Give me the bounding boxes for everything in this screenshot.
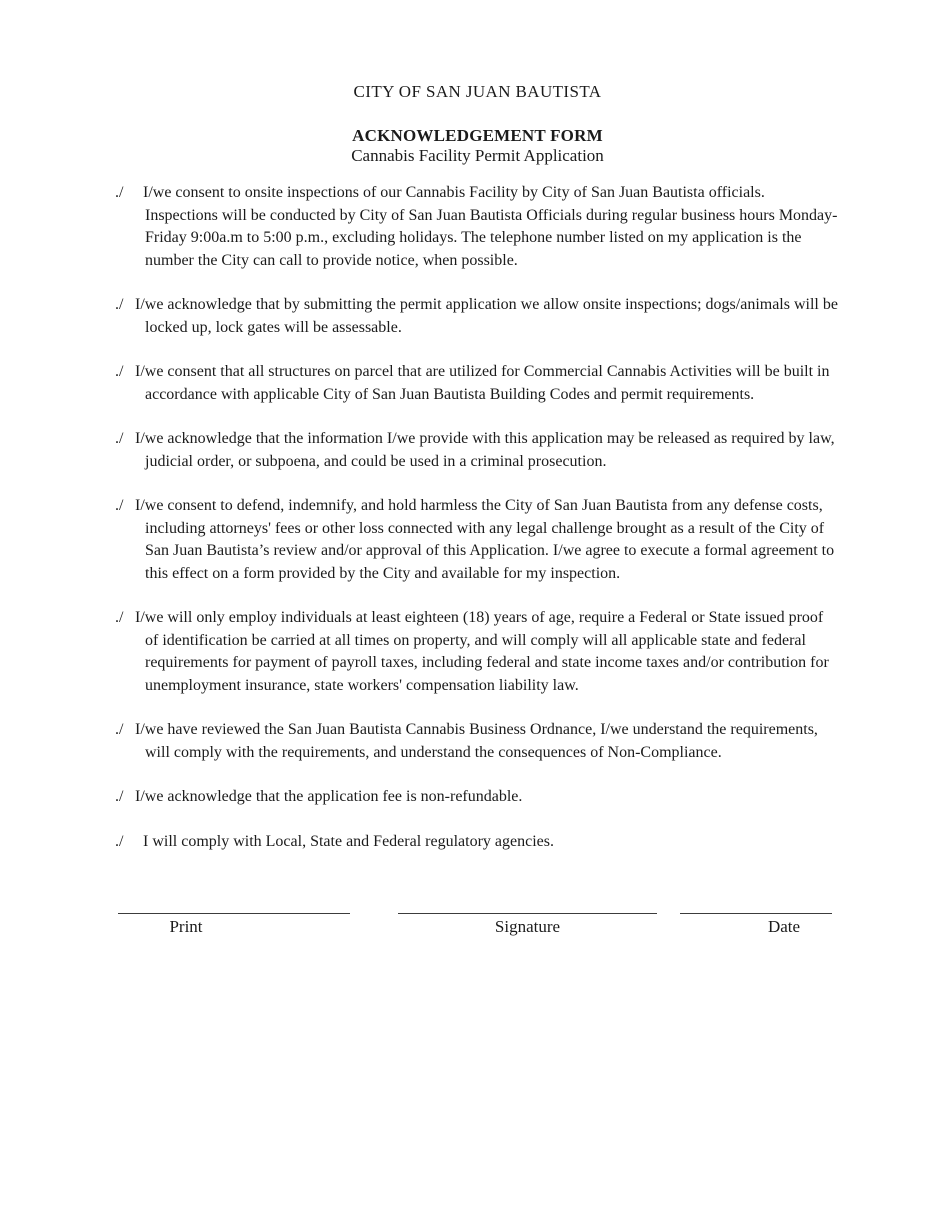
signature-line: [398, 913, 657, 937]
item-text: I/we acknowledge that the information I/we provide with this application may be released as required by law, judicial order, or subpoena, and could be used in a criminal prosecution.: [135, 430, 835, 470]
document-header: [115, 82, 840, 166]
item-text: I/we have reviewed the San Juan Bautista Cannabis Business Ordnance, I/we understand the requirements, will comply with the requirements, and understand the consequences of Non-Compliance.: [135, 721, 818, 761]
acknowledgement-item: [115, 428, 840, 473]
item-text: I will comply with Local, State and Federal regulatory agencies.: [143, 832, 554, 850]
acknowledgement-item: [115, 719, 840, 764]
acknowledgement-item: [115, 495, 840, 585]
acknowledgement-item: [115, 361, 840, 406]
date-line: [680, 913, 832, 937]
signature-section: [115, 913, 840, 937]
item-text: I/we acknowledge that by submitting the permit application we allow onsite inspections; dogs/animals will be locked up, lock gates will be assessable.: [135, 296, 838, 336]
form-subtitle: Cannabis Facility Permit Application: [351, 146, 604, 165]
acknowledgement-item: [115, 607, 840, 697]
item-text: I/we consent to defend, indemnify, and hold harmless the City of San Juan Bautista from any defense costs, including attorneys' fees or other loss connected with any legal challenge brought as a result of the City of San Juan Bautista’s review and/or approval of this Application. I/we agree to execute a formal agreement to this effect on a form provided by the City and available for my inspection.: [135, 497, 835, 582]
acknowledgement-item: [115, 294, 840, 339]
acknowledgement-item: [115, 182, 840, 272]
form-title: ACKNOWLEDGEMENT FORM: [352, 126, 603, 145]
signature-label: Signature: [494, 917, 561, 936]
checkmark-marker: ./: [115, 832, 124, 850]
item-text: I/we consent to onsite inspections of our Cannabis Facility by City of San Juan Bautista officials. Inspections will be conducted by City of San Juan Bautista Officials during regular business hours Monday-Friday 9:00a.m to 5:00 p.m., excluding holidays. The telephone number listed on my application is the number the City can call to provide notice, when possible.: [143, 184, 838, 269]
acknowledgement-item: [115, 831, 840, 854]
checkmark-marker: ./: [115, 721, 124, 738]
item-text: I/we consent that all structures on parcel that are utilized for Commercial Cannabis Activities will be built in accordance with applicable City of San Juan Bautista Building Codes and permit requirements.: [135, 363, 830, 403]
checkmark-marker: ./: [115, 296, 124, 313]
checkmark-marker: ./: [115, 363, 124, 380]
date-label: Date: [767, 917, 801, 936]
acknowledgement-items: [115, 182, 840, 853]
checkmark-marker: ./: [115, 184, 124, 201]
checkmark-marker: ./: [115, 430, 124, 447]
checkmark-marker: ./: [115, 497, 124, 514]
print-label: Print: [169, 917, 203, 936]
acknowledgement-item: [115, 786, 840, 809]
checkmark-marker: ./: [115, 788, 124, 805]
city-title: CITY OF SAN JUAN BAUTISTA: [353, 82, 602, 101]
checkmark-marker: ./: [115, 609, 124, 626]
print-signature-line: [118, 913, 350, 937]
item-text: I/we acknowledge that the application fee is non-refundable.: [135, 788, 523, 805]
item-text: I/we will only employ individuals at least eighteen (18) years of age, require a Federal or State issued proof of identification be carried at all times on property, and will comply will all applicable state and federal requirements for payment of payroll taxes, including federal and state income taxes and/or contribution for unemployment insurance, state workers' compensation liability law.: [135, 609, 829, 694]
